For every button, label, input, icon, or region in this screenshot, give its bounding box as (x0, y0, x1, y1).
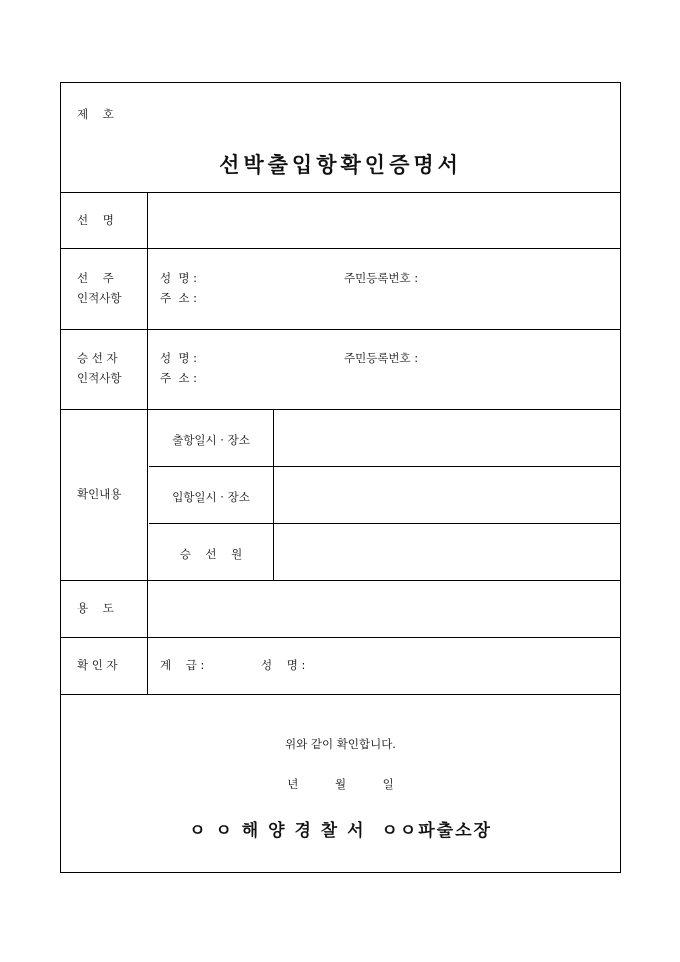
confirmer-label: 확 인 자 (77, 658, 118, 672)
crew-label-sub: 인적사항 (77, 371, 122, 385)
confirmation-statement: 위와 같이 확인합니다. (285, 737, 396, 751)
departure-label: 출항일시 · 장소 (172, 433, 250, 447)
row-divider (61, 248, 620, 249)
confirmer-name-label: 성 명 : (261, 658, 306, 672)
document-number-label: 제 호 (77, 107, 114, 121)
crew-name-label: 성 명 : (160, 351, 198, 365)
row-divider (61, 192, 620, 193)
certificate-form (60, 82, 621, 873)
crew-label: 승 선 자 (77, 351, 118, 365)
arrival-label: 입항일시 · 장소 (172, 490, 250, 504)
crew-address-label: 주 소 : (160, 371, 198, 385)
owner-name-label: 성 명 : (160, 271, 198, 285)
confirmer-rank-label: 계 급 : (160, 658, 205, 672)
confirm-content-label: 확인내용 (77, 487, 122, 501)
crew-id-label: 주민등록번호 : (344, 351, 419, 365)
crew-members-label: 승 선 원 (179, 547, 243, 561)
row-divider (61, 329, 620, 330)
column-divider (147, 192, 148, 694)
column-divider (273, 409, 274, 580)
date-line: 년 월 일 (287, 777, 394, 791)
issuing-office: ㅇ ㅇ 해 양 경 찰 서 ㅇㅇ파출소장 (189, 821, 492, 841)
owner-label: 선 주 (77, 271, 114, 285)
owner-id-label: 주민등록번호 : (344, 271, 419, 285)
owner-label-sub: 인적사항 (77, 291, 122, 305)
row-divider (149, 523, 620, 524)
row-divider (61, 409, 620, 410)
row-divider (61, 637, 620, 638)
row-divider (61, 694, 620, 695)
row-divider (149, 466, 620, 467)
owner-address-label: 주 소 : (160, 291, 198, 305)
purpose-label: 용 도 (77, 601, 114, 615)
document-title: 선박출입항확인증명서 (219, 152, 462, 177)
vessel-name-label: 선 명 (77, 213, 114, 227)
row-divider (61, 580, 620, 581)
